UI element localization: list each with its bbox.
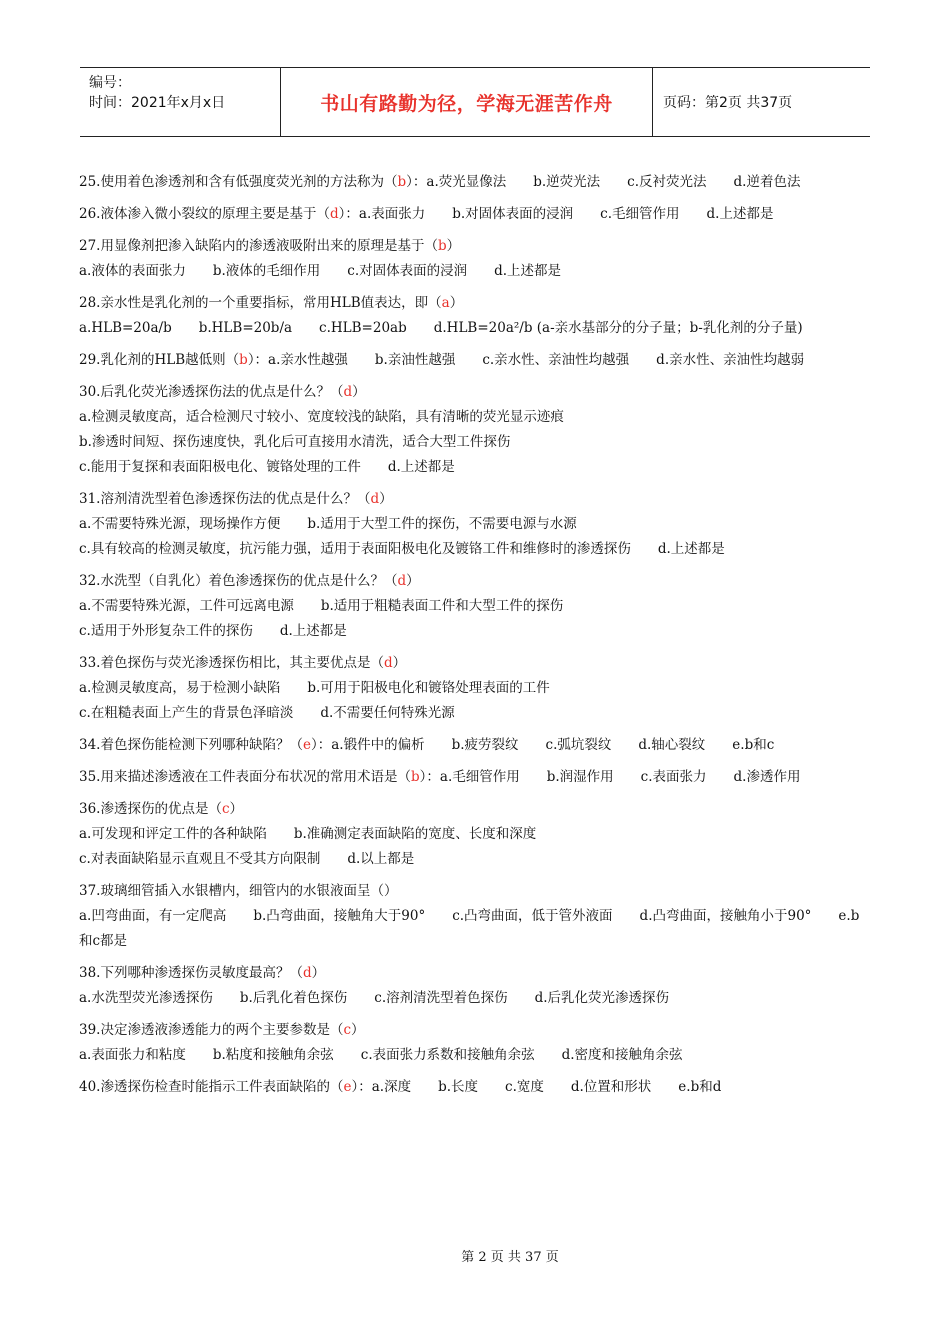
question-text: 液体渗入微小裂纹的原理主要是基于（ — [100, 206, 330, 222]
answer-key: d — [302, 965, 312, 981]
question-number: 39. — [79, 1022, 101, 1038]
question-item — [79, 1018, 871, 1068]
option-line: c.能用于复探和表面阳极电化、镀铬处理的工件 d.上述都是 — [79, 459, 455, 475]
question-stem — [79, 569, 871, 594]
question-number: 33. — [79, 655, 101, 671]
page-footer: 第 2 页 共 37 页 — [461, 1250, 559, 1265]
time-label: 时间：2021年x月x日 — [89, 95, 226, 111]
question-text: 用来描述渗透液在工件表面分布状况的常用术语是（ — [100, 769, 411, 785]
option-line: a.液体的表面张力 b.液体的毛细作用 c.对固体表面的浸润 d.上述都是 — [79, 263, 562, 279]
question-stem — [79, 234, 871, 259]
question-text: 玻璃细管插入水银槽内，细管内的水银液面呈（ — [100, 883, 384, 899]
code-label: 编号： — [89, 75, 131, 91]
question-number: 28. — [79, 295, 101, 311]
question-item — [79, 651, 871, 726]
question-options-inline: ） — [229, 801, 244, 817]
question-item — [79, 202, 871, 227]
answer-key: b — [437, 238, 447, 254]
question-text: 下列哪种渗透探伤灵敏度最高？（ — [100, 965, 303, 981]
answer-key: e — [343, 1079, 352, 1095]
question-stem — [79, 961, 871, 986]
answer-key: d — [329, 206, 339, 222]
question-text: 水洗型（自乳化）着色渗透探伤的优点是什么？（ — [100, 573, 398, 589]
answer-key: c — [343, 1022, 352, 1038]
question-options-inline: ） — [449, 295, 464, 311]
question-options-inline: ） — [311, 965, 326, 981]
answer-key: c — [221, 801, 230, 817]
question-item — [79, 487, 871, 562]
answer-key: d — [397, 573, 407, 589]
question-number: 25. — [79, 174, 101, 190]
option-line: a.表面张力和粘度 b.粘度和接触角余弦 c.表面张力系数和接触角余弦 d.密度和接触角余弦 — [79, 1047, 683, 1063]
option-line: a.水洗型荧光渗透探伤 b.后乳化着色探伤 c.溶剂清洗型着色探伤 d.后乳化荧光渗透探伤 — [79, 990, 670, 1006]
question-item — [79, 733, 871, 758]
question-item — [79, 797, 871, 872]
option-line: a.凹弯曲面，有一定爬高 b.凸弯曲面，接触角大于90° c.凸弯曲面，低于管外液面 d.凸弯曲面，接触角小于90° e.b和c都是 — [79, 908, 860, 949]
question-number: 31. — [79, 491, 101, 507]
answer-key: b — [410, 769, 420, 785]
question-options-inline: ）：a.深度 b.长度 c.宽度 d.位置和形状 e.b和d — [351, 1079, 722, 1095]
question-text: 亲水性是乳化剂的一个重要指标，常用HLB值表达，即（ — [100, 295, 442, 311]
question-item — [79, 879, 871, 954]
option-line: a.不需要特殊光源，现场操作方便 b.适用于大型工件的探伤，不需要电源与水源 — [79, 516, 577, 532]
question-number: 40. — [79, 1079, 101, 1095]
option-line: a.检测灵敏度高，适合检测尺寸较小、宽度较浅的缺陷，具有清晰的荧光显示迹痕 — [79, 409, 564, 425]
question-options-inline: ）：a.荧光显像法 b.逆荧光法 c.反衬荧光法 d.逆着色法 — [406, 174, 801, 190]
question-stem — [79, 170, 871, 195]
question-options-inline: ） — [446, 238, 461, 254]
question-number: 29. — [79, 352, 101, 368]
page-header — [80, 67, 870, 137]
question-options-inline: ） — [352, 384, 366, 400]
answer-key: b — [239, 352, 248, 368]
question-item — [79, 380, 871, 480]
page-label: 页码：第2页 共37页 — [663, 95, 793, 111]
question-item — [79, 961, 871, 1011]
question-text: 决定渗透液渗透能力的两个主要参数是（ — [100, 1022, 344, 1038]
question-stem — [79, 879, 871, 904]
question-text: 着色探伤与荧光渗透探伤相比，其主要优点是（ — [100, 655, 384, 671]
question-number: 30. — [79, 384, 101, 400]
question-list — [79, 170, 871, 1100]
question-options-inline: ） — [351, 1022, 365, 1038]
question-options-inline: ）：a.锻件中的偏析 b.疲劳裂纹 c.弧坑裂纹 d.轴心裂纹 e.b和c — [310, 737, 775, 753]
question-item — [79, 170, 871, 195]
answer-key: b — [397, 174, 407, 190]
question-options-inline: ） — [383, 883, 398, 899]
question-number: 35. — [79, 769, 101, 785]
answer-key: d — [383, 655, 393, 671]
question-item — [79, 291, 871, 341]
option-line: a.检测灵敏度高，易于检测小缺陷 b.可用于阳极电化和镀铬处理表面的工件 — [79, 680, 550, 696]
answer-key: e — [302, 737, 311, 753]
question-text: 着色探伤能检测下列哪种缺陷？（ — [100, 737, 303, 753]
question-item — [79, 234, 871, 284]
question-stem — [79, 733, 871, 758]
question-stem — [79, 487, 871, 512]
option-line: a.不需要特殊光源，工件可远离电源 b.适用于粗糙表面工件和大型工件的探伤 — [79, 598, 564, 614]
question-text: 渗透探伤检查时能指示工件表面缺陷的（ — [100, 1079, 344, 1095]
option-line: c.在粗糙表面上产生的背景色泽暗淡 d.不需要任何特殊光源 — [79, 705, 455, 721]
option-line: a.可发现和评定工件的各种缺陷 b.准确测定表面缺陷的宽度、长度和深度 — [79, 826, 537, 842]
question-number: 34. — [79, 737, 101, 753]
question-item — [79, 1075, 871, 1100]
question-text: 溶剂清洗型着色渗透探伤法的优点是什么？（ — [100, 491, 371, 507]
question-item — [79, 765, 871, 790]
question-text: 用显像剂把渗入缺陷内的渗透液吸附出来的原理是基于（ — [100, 238, 438, 254]
question-stem — [79, 1075, 871, 1100]
question-stem — [79, 651, 871, 676]
question-stem — [79, 765, 871, 790]
answer-key: d — [343, 384, 353, 400]
question-number: 37. — [79, 883, 101, 899]
question-number: 26. — [79, 206, 101, 222]
question-number: 38. — [79, 965, 101, 981]
question-stem — [79, 291, 871, 316]
question-text: 渗透探伤的优点是（ — [100, 801, 222, 817]
answer-key: a — [441, 295, 450, 311]
question-options-inline: ）：a.亲水性越强 b.亲油性越强 c.亲水性、亲油性均越强 d.亲水性、亲油性均越弱 — [247, 352, 805, 368]
question-options-inline: ） — [406, 573, 420, 589]
option-line: c.适用于外形复杂工件的探伤 d.上述都是 — [79, 623, 347, 639]
question-number: 27. — [79, 238, 101, 254]
question-stem — [79, 1018, 871, 1043]
option-line: a.HLB=20a/b b.HLB=20b/a c.HLB=20ab d.HLB=20a²/b (a-亲水基部分的分子量；b-乳化剂的分子量) — [79, 320, 803, 336]
option-line: b.渗透时间短、探伤速度快，乳化后可直接用水清洗，适合大型工件探伤 — [79, 434, 511, 450]
header-meta — [80, 68, 281, 136]
question-options-inline: ） — [379, 491, 393, 507]
question-item — [79, 569, 871, 644]
question-text: 乳化剂的HLB越低则（ — [100, 352, 240, 368]
question-item — [79, 348, 871, 373]
question-text: 使用着色渗透剂和含有低强度荧光剂的方法称为（ — [100, 174, 398, 190]
question-options-inline: ）：a.毛细管作用 b.润湿作用 c.表面张力 d.渗透作用 — [419, 769, 801, 785]
option-line: c.具有较高的检测灵敏度，抗污能力强，适用于表面阳极电化及镀铬工件和维修时的渗透探伤 d.上述都是 — [79, 541, 725, 557]
question-stem — [79, 380, 871, 405]
answer-key: d — [370, 491, 380, 507]
question-stem — [79, 797, 871, 822]
option-line: c.对表面缺陷显示直观且不受其方向限制 d.以上都是 — [79, 851, 415, 867]
question-options-inline: ） — [392, 655, 407, 671]
question-stem — [79, 348, 871, 373]
question-text: 后乳化荧光渗透探伤法的优点是什么？（ — [100, 384, 344, 400]
question-stem — [79, 202, 871, 227]
question-options-inline: ）：a.表面张力 b.对固体表面的浸润 c.毛细管作用 d.上述都是 — [338, 206, 774, 222]
question-number: 36. — [79, 801, 101, 817]
motto: 书山有路勤为径，学海无涯苦作舟 — [281, 68, 653, 136]
question-number: 32. — [79, 573, 101, 589]
